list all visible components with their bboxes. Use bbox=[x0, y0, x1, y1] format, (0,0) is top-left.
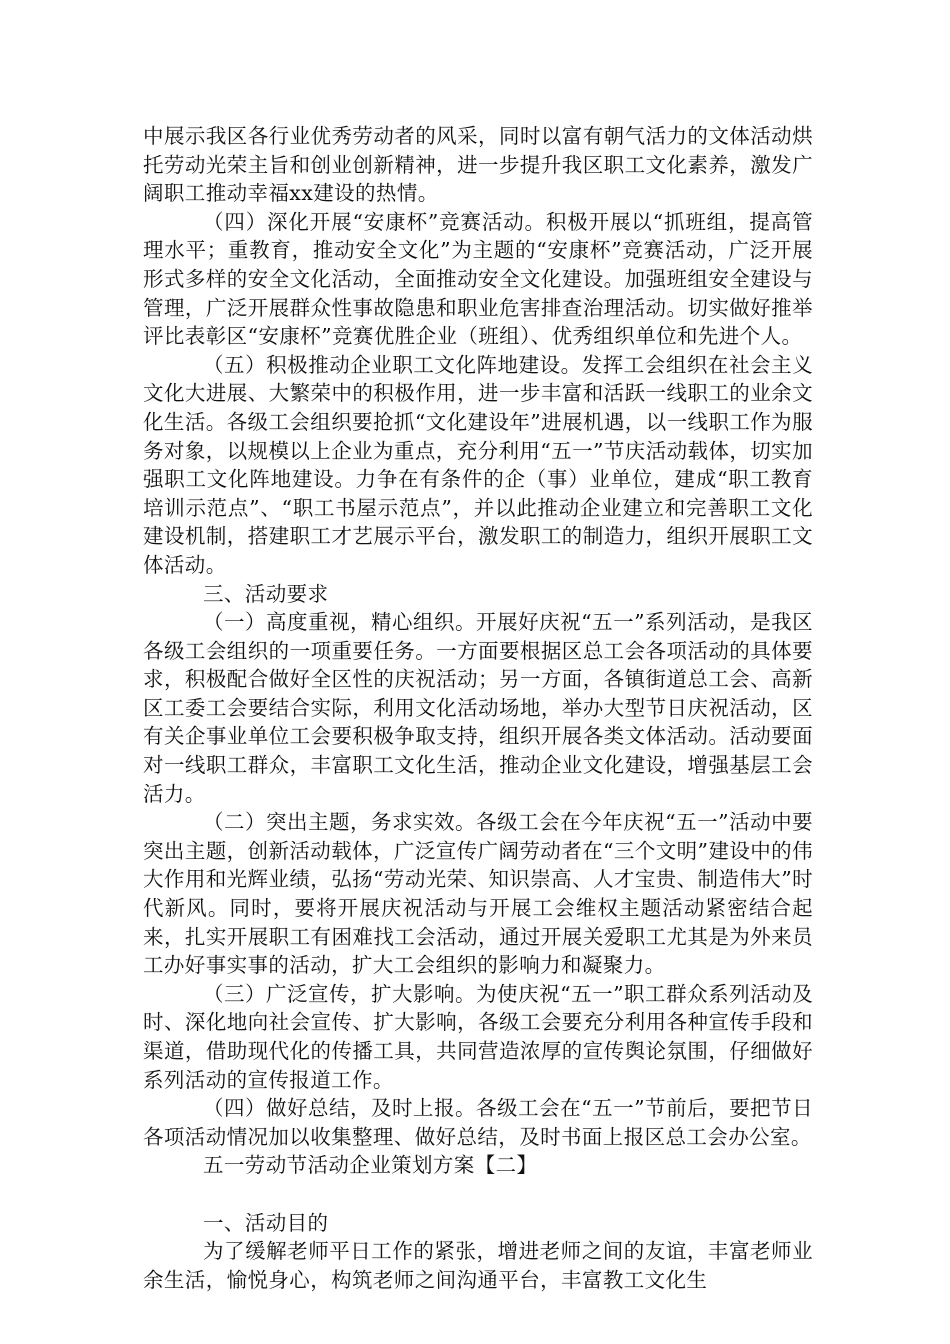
document-body bbox=[143, 122, 813, 1294]
blank-line bbox=[143, 1180, 813, 1209]
plan-two-title: 五一劳动节活动企业策划方案【二】 bbox=[203, 1153, 538, 1178]
section-heading-requirements: 三、活动要求 bbox=[203, 581, 329, 606]
paragraph-continuation: 中展示我区各行业优秀劳动者的风采，同时以富有朝气活力的文体活动烘托劳动光荣主旨和创业创新精神，进一步提升我区职工文化素养，激发广阔职工推动幸福xx建设的热情。 bbox=[143, 124, 813, 206]
paragraph-requirement-4: （四）做好总结，及时上报。各级工会在“五一”节前后，要把节日各项活动情况加以收集整理、做好总结，及时书面上报区总工会办公室。 bbox=[143, 1096, 813, 1149]
paragraph-purpose: 为了缓解老师平日工作的紧张，增进老师之间的友谊，丰富老师业余生活，愉悦身心，构筑老师之间沟通平台，丰富教工文化生 bbox=[143, 1239, 813, 1292]
paragraph-requirement-3: （三）广泛宣传，扩大影响。为使庆祝“五一”职工群众系列活动及时、深化地向社会宣传、扩大影响，各级工会要充分利用各种宣传手段和渠道，借助现代化的传播工具，共同营造浓厚的宣传舆论氛围，仔细做好系列活动的宣传报道工作。 bbox=[143, 981, 813, 1092]
paragraph-culture-base: （五）积极推动企业职工文化阵地建设。发挥工会组织在社会主义文化大进展、大繁荣中的积极作用，进一步丰富和活跃一线职工的业余文化生活。各级工会组织要抢抓“文化建设年”进展机遇，以一线职工作为服务对象，以规模以上企业为重点，充分利用“五一”节庆活动载体，切实加强职工文化阵地建设。力争在有条件的企（事）业单位，建成“职工教育培训示范点”、“职工书屋示范点”，并以此推动企业建立和完善职工文化建设机制，搭建职工才艺展示平台，激发职工的制造力，组织开展职工文体活动。 bbox=[143, 352, 813, 577]
paragraph-ankang-cup: （四）深化开展“安康杯”竞赛活动。积极开展以“抓班组，提高管理水平；重教育，推动安全文化”为主题的“安康杯”竞赛活动，广泛开展形式多样的安全文化活动，全面推动安全文化建设。加强班组安全建设与管理，广泛开展群众性事故隐患和职业危害排查治理活动。切实做好推举评比表彰区“安康杯”竞赛优胜企业（班组）、优秀组织单位和先进个人。 bbox=[143, 209, 813, 349]
paragraph-requirement-1: （一）高度重视，精心组织。开展好庆祝“五一”系列活动，是我区各级工会组织的一项重要任务。一方面要根据区总工会各项活动的具体要求，积极配合做好全区性的庆祝活动；另一方面，各镇街道总工会、高新区工委工会要结合实际，利用文化活动场地，举办大型节日庆祝活动，区有关企事业单位工会要积极争取支持，组织开展各类文体活动。活动要面对一线职工群众，丰富职工文化生活，推动企业文化建设，增强基层工会活力。 bbox=[143, 610, 813, 806]
paragraph-requirement-2: （二）突出主题，务求实效。各级工会在今年庆祝“五一”活动中要突出主题，创新活动载体，广泛宣传广阔劳动者在“三个文明”建设中的伟大作用和光辉业绩，弘扬“劳动光荣、知识崇高、人才宝贵、制造伟大”时代新风。同时，要将开展庆祝活动与开展工会维权主题活动紧密结合起来，扎实开展职工有困难找工会活动，通过开展关爱职工尤其是为外来员工办好事实事的活动，扩大工会组织的影响力和凝聚力。 bbox=[143, 810, 813, 978]
section-heading-purpose: 一、活动目的 bbox=[203, 1210, 329, 1235]
